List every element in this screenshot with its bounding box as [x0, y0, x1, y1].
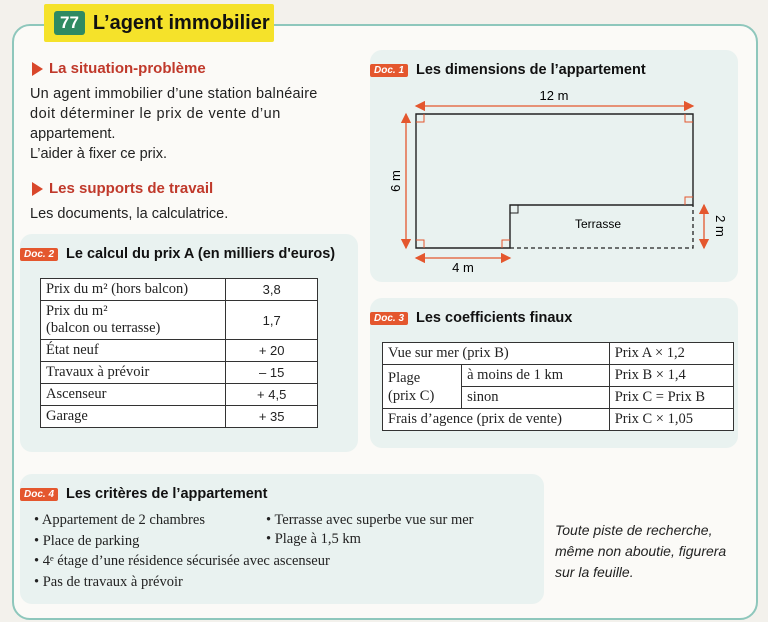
table-key-line: (balcon ou terrasse)	[46, 320, 161, 336]
list-item: • Terrasse avec superbe vue sur mer	[266, 512, 474, 528]
width-label: 12 m	[539, 88, 569, 103]
bottom-label: 4 m	[452, 260, 474, 275]
title-banner	[44, 4, 274, 42]
table-row	[41, 362, 318, 384]
supports-text: Les documents, la calculatrice.	[30, 206, 229, 222]
table-value: 1,7	[226, 301, 318, 340]
table-row	[383, 343, 734, 365]
table-row	[383, 409, 734, 431]
table-key-line: Plage	[388, 369, 421, 386]
note-line: sur la feuille.	[555, 564, 634, 580]
table-row	[41, 340, 318, 362]
supports-heading	[32, 180, 213, 197]
table-key: État neuf	[41, 340, 226, 362]
doc4-tag: Doc. 4	[20, 488, 58, 501]
table-value: Prix A × 1,2	[609, 343, 733, 365]
situation-heading	[32, 60, 206, 77]
situation-line: appartement.	[30, 126, 116, 142]
table-value: Prix C × 1,05	[609, 409, 733, 431]
terrasse-label: Terrasse	[574, 217, 622, 231]
table-key	[41, 301, 226, 340]
table-subkey: sinon	[462, 387, 610, 409]
apartment-outline	[416, 114, 693, 248]
research-note	[555, 520, 755, 583]
table-key: Travaux à prévoir	[41, 362, 226, 384]
situation-line: doit déterminer le prix de vente d’un	[30, 106, 281, 122]
table-key: Garage	[41, 406, 226, 428]
doc1-tag: Doc. 1	[370, 64, 408, 77]
situation-text	[30, 84, 340, 164]
doc1-title: Les dimensions de l’appartement	[416, 62, 646, 78]
doc3-title: Les coefficients finaux	[416, 310, 573, 326]
note-line: même non aboutie, figurera	[555, 543, 727, 559]
table-value: + 35	[226, 406, 318, 428]
table-value: + 20	[226, 340, 318, 362]
exercise-number: 77	[54, 11, 85, 35]
triangle-icon	[32, 182, 43, 196]
triangle-icon	[32, 62, 43, 76]
list-item: • Plage à 1,5 km	[266, 531, 361, 547]
list-item: • Appartement de 2 chambres	[34, 512, 205, 528]
table-key-line: Prix du m²	[46, 303, 108, 319]
table-value: 3,8	[226, 279, 318, 301]
situation-line: L’aider à fixer ce prix.	[30, 146, 168, 162]
table-value: + 4,5	[226, 384, 318, 406]
supports-heading-text: Les supports de travail	[49, 180, 214, 197]
table-row	[41, 406, 318, 428]
height-label: 6 m	[388, 170, 403, 192]
table-row	[41, 384, 318, 406]
table-row	[41, 301, 318, 340]
table-key: Vue sur mer (prix B)	[383, 343, 610, 365]
table-row	[41, 279, 318, 301]
table-key-line: (prix C)	[388, 387, 435, 404]
price-table	[40, 278, 318, 428]
table-key	[383, 365, 462, 409]
table-key: Frais d’agence (prix de vente)	[383, 409, 610, 431]
doc3-label	[370, 310, 572, 326]
note-line: Toute piste de recherche,	[555, 522, 713, 538]
list-item: • 4ᵉ étage d’une résidence sécurisée avec ascenseur	[34, 553, 330, 569]
exercise-title: L’agent immobilier	[92, 11, 270, 34]
table-row	[383, 365, 734, 387]
doc3-tag: Doc. 3	[370, 312, 408, 325]
table-subkey: à moins de 1 km	[462, 365, 610, 387]
table-key: Ascenseur	[41, 384, 226, 406]
table-value: Prix C = Prix B	[609, 387, 733, 409]
list-item: • Place de parking	[34, 533, 140, 549]
apartment-plan	[370, 50, 738, 282]
table-key: Prix du m² (hors balcon)	[41, 279, 226, 301]
table-value: – 15	[226, 362, 318, 384]
right-label: 2 m	[713, 215, 728, 237]
doc2-label	[20, 246, 335, 262]
doc4-title: Les critères de l’appartement	[66, 486, 268, 502]
situation-heading-text: La situation-problème	[49, 60, 206, 77]
coefficients-table	[382, 342, 734, 431]
doc4-label	[20, 486, 268, 502]
doc2-title: Le calcul du prix A (en milliers d'euros)	[66, 246, 336, 262]
list-item: • Pas de travaux à prévoir	[34, 574, 183, 590]
doc2-tag: Doc. 2	[20, 248, 58, 261]
table-value: Prix B × 1,4	[609, 365, 733, 387]
situation-line: Un agent immobilier d’une station balnéaire	[30, 86, 318, 102]
